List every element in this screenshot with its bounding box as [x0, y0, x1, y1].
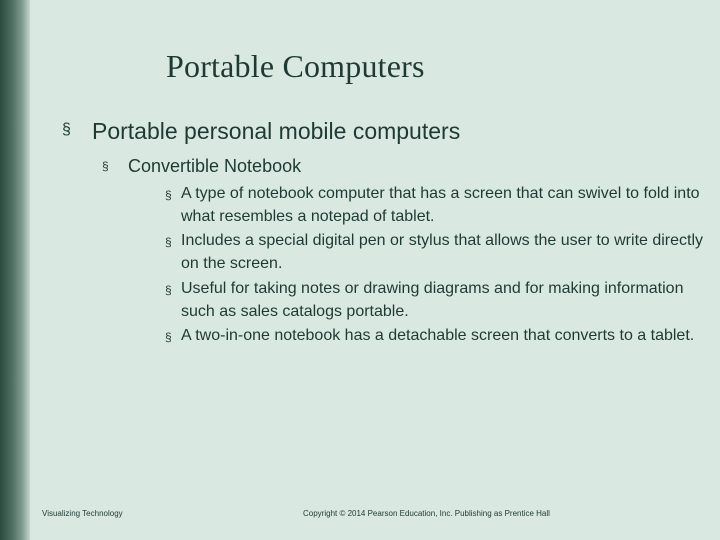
bullet-level3-text: A type of notebook computer that has a screen that can swivel to fold into what resembles a notepad of tablet. — [181, 185, 700, 225]
bullet-level1 — [92, 118, 460, 145]
bullet-marker — [165, 184, 172, 207]
bullet-level1-text: Portable personal mobile computers — [92, 118, 461, 144]
bullet-level3-text: A two-in-one notebook has a detachable screen that converts to a tablet. — [181, 327, 695, 344]
bullet-marker — [62, 121, 71, 139]
slide-title: Portable Computers — [166, 48, 425, 84]
bullet-marker — [165, 279, 172, 302]
bullet-level2 — [128, 156, 301, 177]
bullet-level3-item — [181, 230, 720, 275]
footer-left: Visualizing Technology — [42, 509, 123, 518]
bullet-level3-item — [181, 325, 720, 348]
bullet-level3-text: Includes a special digital pen or stylus that allows the user to write directly on the screen. — [181, 232, 704, 272]
bullet-level3-text: Useful for taking notes or drawing diagrams and for making information such as sales catalogs portable. — [181, 280, 684, 320]
side-decoration-bar — [0, 0, 30, 540]
slide — [30, 0, 720, 540]
bullet-marker — [102, 159, 109, 173]
bullet-marker — [165, 326, 172, 349]
bullet-level3-item — [181, 278, 720, 323]
footer-copyright: Copyright © 2014 Pearson Education, Inc. Publishing as Prentice Hall — [303, 509, 550, 518]
bullet-level2-text: Convertible Notebook — [128, 156, 302, 176]
bullet-level3-item — [181, 183, 720, 228]
bullet-marker — [165, 231, 172, 254]
